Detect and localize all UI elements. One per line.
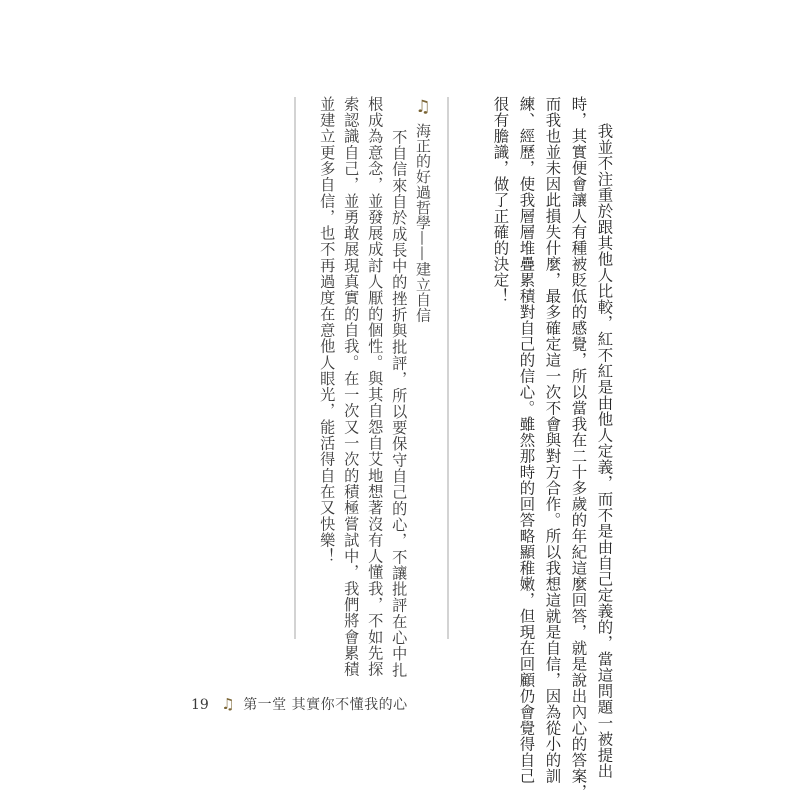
main-text-column-1: 我並不注重於跟其他人比較，紅不紅是由他人定義，而不是由自己定義的，當這問題一被提出 bbox=[595, 123, 614, 779]
sidebar-text-column-3: 索認識自己，並勇敢展現真實的自我。在一次又一次的積極嘗試中，我們將會累積 bbox=[342, 96, 361, 678]
music-note-icon: ♫ bbox=[413, 97, 433, 118]
sidebar-text-column-1: 不自信來自於成長中的挫折與批評，所以要保守自己的心，不讓批評在心中扎 bbox=[390, 129, 409, 679]
sidebar-rule-right bbox=[447, 97, 449, 639]
sidebar-title bbox=[414, 97, 431, 323]
page-number: 19 bbox=[191, 697, 209, 713]
chapter-title: 第一堂 其實你不懂我的心 bbox=[243, 697, 408, 713]
page-footer bbox=[191, 694, 408, 714]
sidebar-text-column-4: 並建立更多自信，也不再過度在意他人眼光，能活得自在又快樂！ bbox=[318, 96, 337, 565]
main-text-column-4: 練、經歷，使我層層堆疊累積對自己的信心。雖然那時的回答略顯稚嫩，但現在回顧仍會覺得自己 bbox=[517, 96, 536, 784]
sidebar-rule-left bbox=[294, 97, 296, 639]
music-note-icon: ♫ bbox=[221, 695, 235, 713]
main-text-column-5: 很有膽識，做了正確的決定！ bbox=[491, 96, 510, 304]
main-text-column-3: 而我也並未因此損失什麼，最多確定這一次不會與對方合作。所以我想這就是自信，因為從小的訓 bbox=[543, 96, 562, 784]
sidebar-text-column-2: 根成為意念，並發展成討人厭的個性。與其自怨自艾地想著沒有人懂我，不如先探 bbox=[366, 96, 385, 678]
main-text-column-2: 時，其實便會讓人有種被貶低的感覺，所以當我在二十多歲的年紀這麼回答，就是說出內心的答案， bbox=[569, 96, 588, 800]
sidebar-title-text: 海正的好過哲學——建立自信 bbox=[414, 122, 432, 323]
